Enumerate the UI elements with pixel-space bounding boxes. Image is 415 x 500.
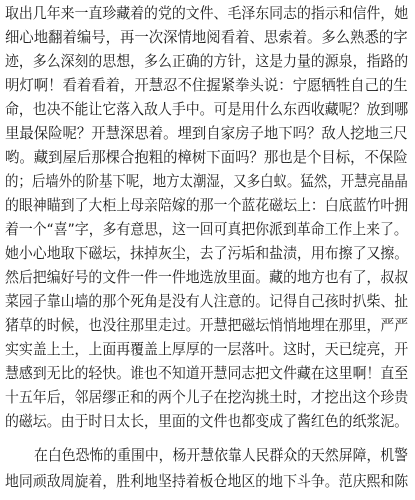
text-line-5: 命，也决不能让它落入敌人手中。可是用什么东西收藏呢？放到哪 [5, 101, 409, 118]
text-line-11: 她小心地取下磁坛，抹掉灰尘，去了污垢和盐渍，用布擦了又擦。 [5, 245, 409, 262]
text-line-1: 取出几年来一直珍藏着的党的文件、毛泽东同志的指示和信件，她 [5, 5, 409, 22]
text-line-8: 的；后墙外的阶基下呢，地方太潮湿，又多白蚁。猛然，开慧亮晶晶 [5, 173, 408, 190]
text-line-12: 然后把编好号的文件一件一件地选放里面。藏的地方也有了，叔叔 [5, 269, 409, 286]
text-line-14: 猪草的时候，也没往那里走过。开慧把磁坛悄悄地埋在那里，严严 [5, 317, 409, 334]
text-line-17: 十五年后，邻居缪正和的两个儿子在挖沟挑土时，才挖出这个珍贵 [5, 389, 409, 406]
text-line-15: 实实盖上土，上面再覆盖上厚厚的一层落叶。这时，天已绽亮，开 [5, 341, 409, 358]
text-line-20: 地同顽敌周旋着，胜利地坚持着板仓地区的地下斗争。范庆熙和陈 [5, 473, 409, 490]
text-line-3: 迹，多么深刻的思想，多么正确的方针，这是力量的源泉，指路的 [5, 53, 409, 70]
text-line-13: 菜园子靠山墙的那个死角是没有人注意的。记得自己孩时扒柴、扯 [5, 293, 409, 310]
text-line-10: 着一个“喜”字，多有意思，这一回可真把你派到革命工作上来了。 [5, 221, 408, 238]
text-line-2: 细心地翻着编号，再一次深情地阅看着、思索着。多么熟悉的字 [5, 29, 408, 46]
paragraph-start-line: 在白色恐怖的重围中，杨开慧依靠人民群众的天然屏障，机警 [34, 447, 409, 464]
text-line-18: 的磁坛。由于时日太长，里面的文件也都变成了酱红色的纸浆泥。 [5, 413, 409, 430]
text-line-9: 的眼神瞄到了大柜上母亲陪嫁的那一个蓝花磁坛上：白底蓝竹叶拥 [5, 197, 409, 214]
text-line-16: 慧感到无比的轻快。谁也不知道开慧同志把文件藏在这里啊！直至 [5, 365, 409, 382]
text-line-7: 哟。藏到屋后那棵合抱粗的樟树下面吗？那也是个目标，不保险 [5, 149, 408, 166]
text-line-4: 明灯啊！看着看着，开慧忍不住握紧拳头说：宁愿牺牲自己的生 [5, 77, 408, 94]
text-line-6: 里最保险呢？开慧深思着。埋到自家房子地下吗？敌人挖地三尺 [5, 125, 408, 142]
